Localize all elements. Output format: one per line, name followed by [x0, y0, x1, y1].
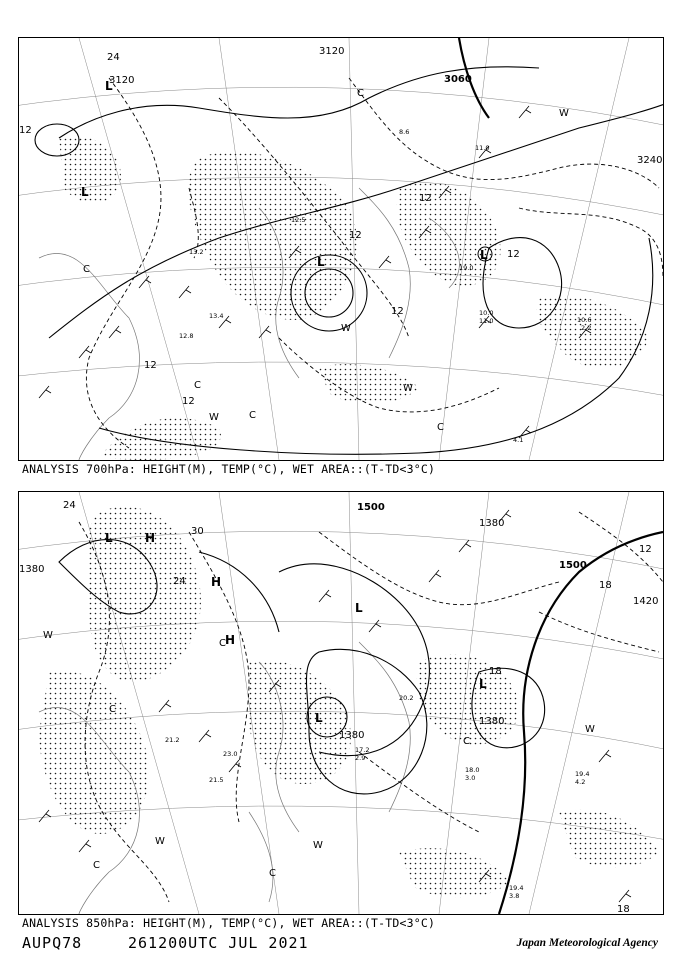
station-obs: 21.5 — [209, 776, 224, 784]
cold-marker: C — [437, 422, 444, 433]
station-obs: 4.2 — [575, 778, 586, 786]
pressure-center-low: L — [355, 601, 363, 615]
temp-label: 12 — [182, 396, 195, 407]
station-obs: 8.6 — [399, 128, 410, 136]
station-obs: 21.2 — [165, 736, 180, 744]
height-label: 1500 — [559, 560, 587, 571]
station-obs: 18.0 — [465, 766, 480, 774]
pressure-center-low: L — [479, 677, 487, 691]
temp-label: 24 — [107, 52, 120, 63]
warm-marker: W — [155, 836, 165, 847]
station-obs: 10.0 — [479, 309, 494, 317]
temp-label: 30 — [191, 526, 204, 537]
station-obs: 20.2 — [399, 694, 414, 702]
station-obs: 2.9 — [355, 754, 366, 762]
warm-marker: W — [559, 108, 569, 119]
caption-700hpa: ANALYSIS 700hPa: HEIGHT(M), TEMP(°C), WET AREA::(T-TD<3°C) — [22, 462, 436, 476]
station-obs: 11.0 — [475, 144, 490, 152]
height-label: 1380 — [479, 716, 505, 727]
map-panel-700hpa — [18, 37, 664, 461]
warm-marker: W — [585, 724, 595, 735]
temp-label: 12 — [144, 360, 157, 371]
pressure-center-low: L — [315, 711, 323, 725]
warm-marker: W — [43, 630, 53, 641]
map-panel-850hpa — [18, 491, 664, 915]
pressure-center-low: L — [105, 79, 113, 93]
station-obs: 2.2 — [581, 324, 592, 332]
pressure-center-high: H — [211, 575, 222, 589]
station-obs: 13.2 — [189, 248, 204, 256]
station-obs: 17.2 — [355, 746, 370, 754]
height-label: 3120 — [109, 75, 135, 86]
chart-id: AUPQ78 — [22, 934, 83, 952]
map-700hpa — [19, 38, 663, 460]
cold-marker: C — [249, 410, 256, 421]
warm-marker: W — [313, 840, 323, 851]
cold-marker: C — [194, 380, 201, 391]
warm-marker: W — [403, 383, 413, 394]
cold-marker: C — [357, 88, 364, 99]
station-obs: 10.6 — [577, 316, 592, 324]
temp-label: 24 — [63, 500, 76, 511]
wet-area — [59, 136, 649, 460]
cold-marker: C — [463, 736, 470, 747]
height-label: 3060 — [444, 74, 472, 85]
temp-label: 18 — [599, 580, 612, 591]
valid-time: 261200UTC JUL 2021 — [128, 934, 309, 952]
height-label: 1380 — [19, 564, 45, 575]
station-obs: 11.0 — [479, 317, 494, 325]
temp-label: 18 — [617, 904, 630, 914]
agency-name: Japan Meteorological Agency — [516, 937, 658, 949]
pressure-center-low: L — [81, 185, 89, 199]
map-850hpa — [19, 492, 663, 914]
temp-label: 12 — [391, 306, 404, 317]
warm-marker: W — [341, 323, 351, 334]
pressure-center-high: H — [145, 531, 156, 545]
station-obs: 3.0 — [465, 774, 476, 782]
station-obs: 19.4 — [509, 884, 524, 892]
station-obs: 19.0 — [459, 264, 474, 272]
height-label: 1500 — [357, 502, 385, 513]
cold-marker: C — [269, 868, 276, 879]
pressure-center-high: H — [225, 633, 236, 647]
temp-label: 24 — [173, 576, 186, 587]
cold-marker: C — [109, 704, 116, 715]
cold-marker: C — [93, 860, 100, 871]
height-label: 3120 — [319, 46, 345, 57]
station-obs: 3.8 — [509, 892, 520, 900]
temp-label: 12 — [349, 230, 362, 241]
warm-marker: W — [209, 412, 219, 423]
height-label: 1380 — [479, 518, 505, 529]
pressure-center-low: L — [105, 531, 113, 545]
height-label: 1420 — [633, 596, 659, 607]
station-obs: 13.4 — [209, 312, 224, 320]
cold-marker: C — [83, 264, 90, 275]
temp-label: 18 — [489, 666, 502, 677]
station-obs: 23.0 — [223, 750, 238, 758]
station-obs: 4.1 — [513, 436, 524, 444]
cold-marker: C — [219, 638, 226, 649]
station-obs: 19.4 — [575, 770, 590, 778]
height-label: 3240 — [637, 155, 663, 166]
caption-850hpa: ANALYSIS 850hPa: HEIGHT(M), TEMP(°C), WET AREA::(T-TD<3°C) — [22, 916, 436, 930]
pressure-center-low: L — [480, 248, 488, 262]
station-obs: 12.8 — [179, 332, 194, 340]
pressure-center-low: L — [317, 255, 325, 269]
temp-label: 12 — [19, 125, 32, 136]
temp-label: 12 — [507, 249, 520, 260]
height-label: 1380 — [339, 730, 365, 741]
station-obs: 12.5 — [291, 216, 306, 224]
temp-label: 12 — [639, 544, 652, 555]
temp-label: 12 — [419, 193, 432, 204]
